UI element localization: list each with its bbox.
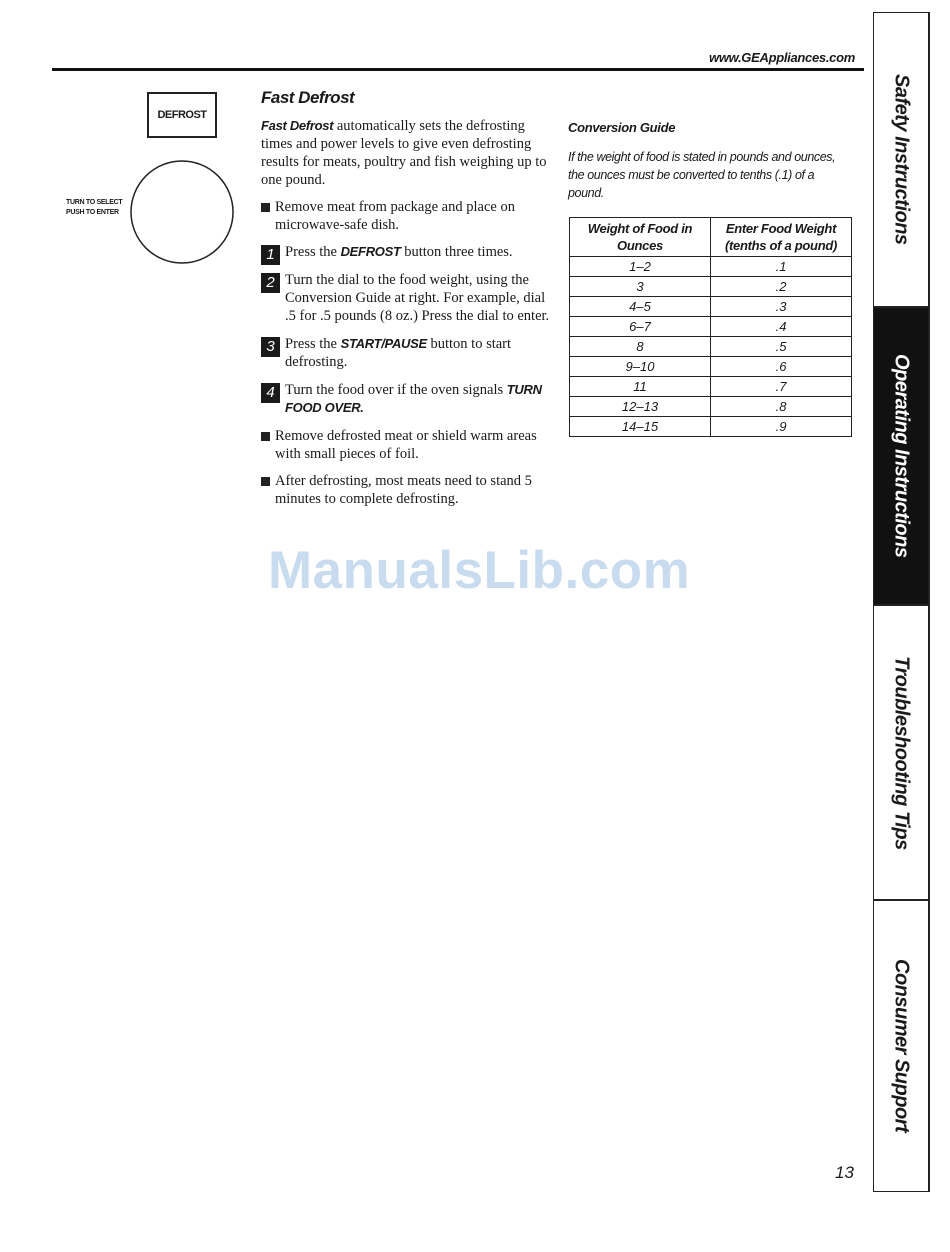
table-cell: .8 <box>711 397 852 417</box>
step-4: 4 Turn the food over if the oven signals TURN FOOD OVER. <box>261 381 551 417</box>
table-cell: .2 <box>711 277 852 297</box>
table-cell: 3 <box>570 277 711 297</box>
bullet-item: After defrosting, most meats need to stand 5 minutes to complete defrosting. <box>261 472 551 508</box>
table-row <box>570 357 852 377</box>
dial-label: TURN TO SELECT PUSH TO ENTER <box>66 199 123 216</box>
table-row <box>570 257 852 277</box>
conversion-guide-note: If the weight of food is stated in pounds and ounces, the ounces must be converted to tenths (.1) of a pound. <box>568 150 836 200</box>
intro-paragraph: Fast Defrost automatically sets the defrosting times and power levels to give even defrosting results for meats, poultry and fish weighing up to one pound. <box>261 118 547 188</box>
table-row <box>570 297 852 317</box>
table-cell: 11 <box>570 377 711 397</box>
tab-troubleshooting-tips[interactable]: Troubleshooting Tips <box>874 606 928 901</box>
table-cell: .4 <box>711 317 852 337</box>
step-number-icon: 4 <box>261 383 280 403</box>
table-cell: 14–15 <box>570 417 711 437</box>
table-cell: 6–7 <box>570 317 711 337</box>
defrost-button-illustration <box>147 92 217 138</box>
step-2: 2 Turn the dial to the food weight, using the Conversion Guide at right. For example, dial .5 for .5 pounds (8 oz.) Press the dial to enter. <box>261 271 551 325</box>
bullet-item: Remove defrosted meat or shield warm areas with small pieces of foil. <box>261 427 551 463</box>
step-number-icon: 3 <box>261 337 280 357</box>
column-header: Weight of Food in Ounces <box>570 218 711 257</box>
dial-icon <box>128 160 236 264</box>
header-rule <box>52 68 864 71</box>
table-cell: 1–2 <box>570 257 711 277</box>
bullet-square-icon <box>261 203 270 212</box>
step-number-icon: 2 <box>261 273 280 293</box>
dial-illustration <box>128 160 236 264</box>
side-tabs <box>873 12 930 1192</box>
tab-operating-instructions[interactable]: Operating Instructions <box>874 308 928 606</box>
table-cell: 4–5 <box>570 297 711 317</box>
column-header: Enter Food Weight (tenths of a pound) <box>711 218 852 257</box>
defrost-button-label: DEFROST <box>157 109 207 121</box>
table-cell: .7 <box>711 377 852 397</box>
table-row <box>570 317 852 337</box>
table-row <box>570 397 852 417</box>
table-cell: .6 <box>711 357 852 377</box>
bullet-item: Remove meat from package and place on microwave-safe dish. <box>261 198 551 234</box>
table-row <box>570 417 852 437</box>
watermark: ManualsLib.com <box>268 541 691 600</box>
conversion-table <box>569 217 852 437</box>
table-cell: 9–10 <box>570 357 711 377</box>
bullet-square-icon <box>261 477 270 486</box>
step-1: 1 Press the DEFROST button three times. <box>261 243 551 261</box>
table-row <box>570 377 852 397</box>
step-number-icon: 1 <box>261 245 280 265</box>
step-3: 3 Press the START/PAUSE button to start defrosting. <box>261 335 551 371</box>
conversion-guide-title: Conversion Guide <box>568 120 676 135</box>
website-url: www.GEAppliances.com <box>709 50 855 65</box>
section-title: Fast Defrost <box>261 88 355 107</box>
instructions-column <box>261 117 551 517</box>
table-cell: .5 <box>711 337 852 357</box>
table-cell: 8 <box>570 337 711 357</box>
tab-consumer-support[interactable]: Consumer Support <box>890 959 913 1133</box>
tab-safety-instructions[interactable]: Safety Instructions <box>874 13 928 308</box>
table-row <box>570 277 852 297</box>
page-number: 13 <box>835 1163 854 1182</box>
table-row <box>570 337 852 357</box>
bullet-square-icon <box>261 432 270 441</box>
table-cell: 12–13 <box>570 397 711 417</box>
table-header-row <box>570 218 852 257</box>
table-cell: .1 <box>711 257 852 277</box>
table-cell: .9 <box>711 417 852 437</box>
table-cell: .3 <box>711 297 852 317</box>
